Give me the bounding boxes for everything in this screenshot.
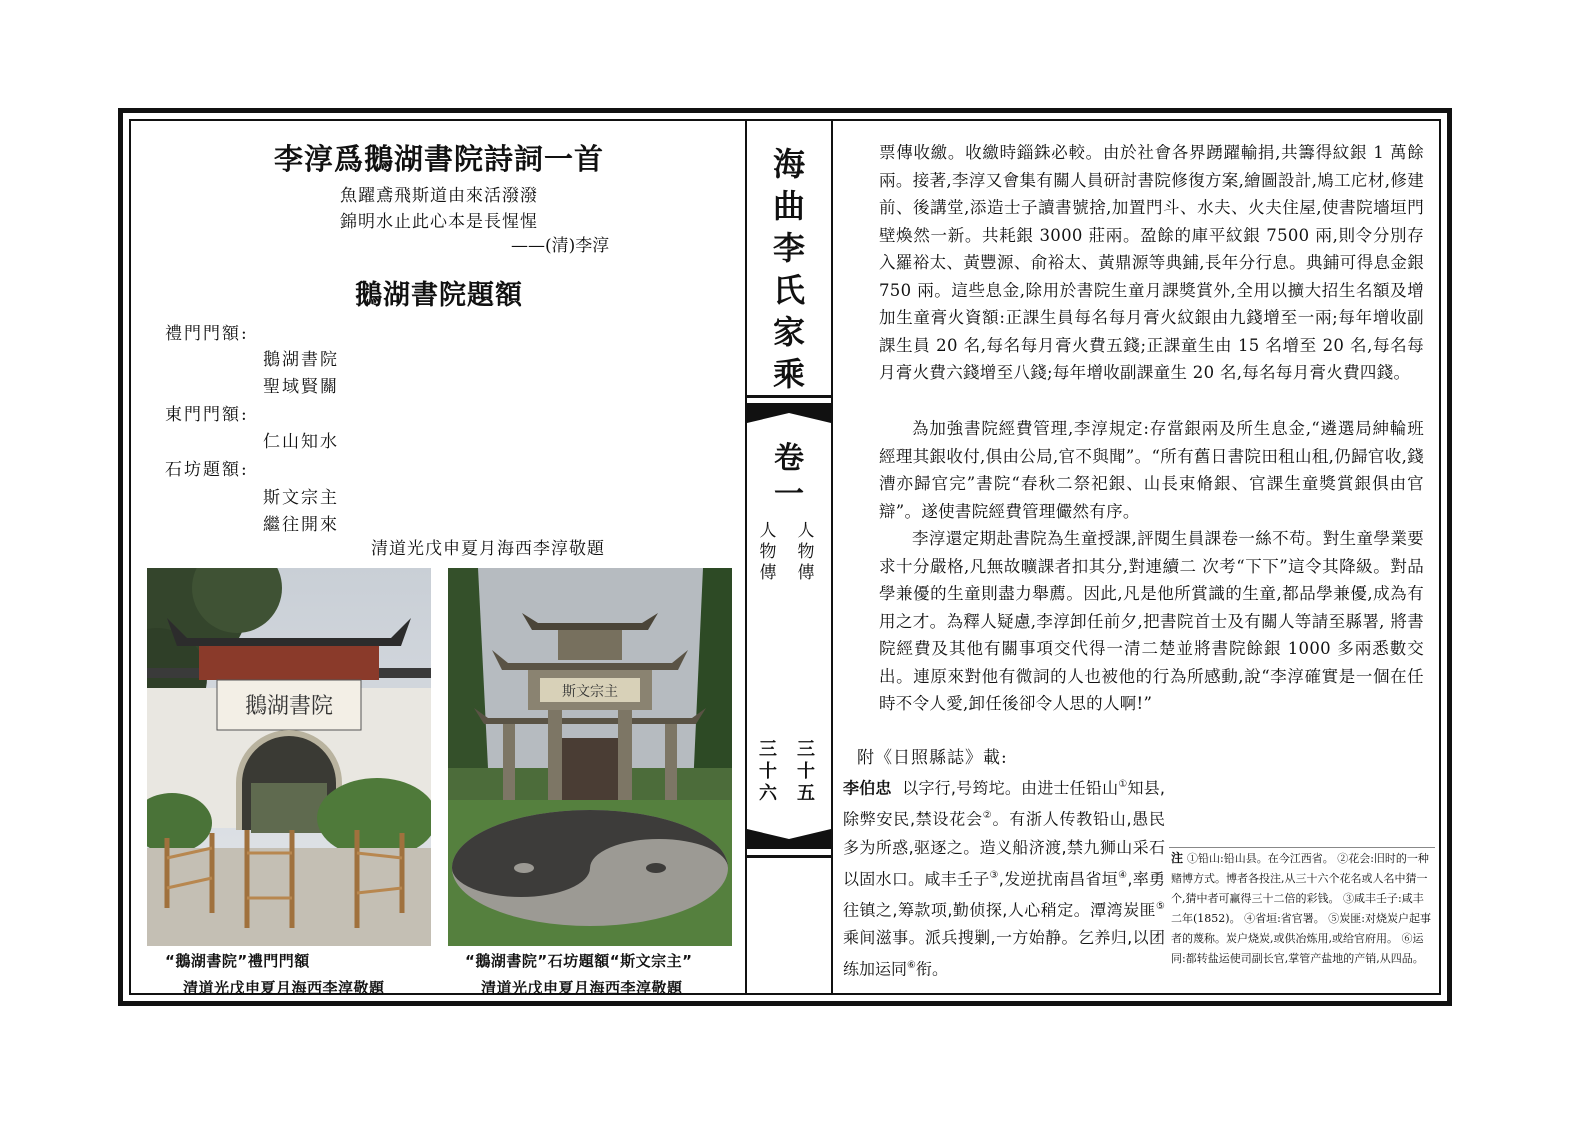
page-number-left-char-2: 十 <box>759 761 777 782</box>
section-left-char-3: 傳 <box>759 563 777 583</box>
gazetteer-text-6: 乘间滋事。派兵搜剿,一方始静。乞养归,以团练加运同 <box>843 928 1165 979</box>
volume-char-1: 卷 <box>774 441 804 476</box>
right-page <box>833 121 1439 993</box>
body-paragraph-1: 票傳收繳。收繳時錙銖必較。由於社會各界踴躍輸捐,共籌得紋銀 1 萬餘兩。接著,李淳又會集有關人員研討書院修復方案,繪圖設計,鳩工庀材,修建前、後講堂,添造士子讀書號捨,加置門斗、水夫、火夫住屋,使書院墻垣門壁煥然一新。共耗銀 3000 莊兩。盈餘的庫平紋銀 7500 兩,則令分別存入羅裕太、黃豐源、俞裕太、黃鼎源等典鋪,長年分行息。典鋪可得息金銀 750 兩。這些息金,除用於書院生童月課獎賞外,全用以擴大招生名額及增加生童膏火資額:正課生員每名每月膏火紋銀由九錢增至一兩;每年增收副課生員 20 名,每名每月膏火費五錢;正課童生由 15 名增至 20 名,每名每月膏火費六錢增至八錢;每年增收副課童生 20 名,每名每月膏火費四錢。 <box>879 143 1424 382</box>
poem-line-1: 魚躍鳶飛斯道由來活潑潑 <box>340 186 538 206</box>
signed-inscription: 清道光戊申夏月海西李淳敬題 <box>371 539 605 559</box>
photo2-caption-2: 清道光戊申夏月海西李淳敬題 <box>481 979 683 997</box>
gate2-label: 東門門額: <box>165 405 249 425</box>
note-ref-5: ⑤ <box>1156 900 1165 912</box>
volume-char-2: 一 <box>774 477 804 512</box>
photo-archway <box>448 568 732 946</box>
spine-title-char-3: 李 <box>772 229 805 267</box>
spine-title-char-6: 乘 <box>772 355 805 393</box>
gazetteer-text-2: 知县,除弊安民,禁设花会 <box>843 778 1166 829</box>
gate1-item-1: 鵝湖書院 <box>263 350 339 370</box>
poem-title: 李淳爲鵝湖書院詩詞一首 <box>273 142 604 176</box>
gazetteer-text-4: ,发逆扰南昌省垣 <box>998 868 1119 888</box>
gazetteer-person-name: 李伯忠 <box>843 778 892 798</box>
plaques-title: 鵝湖書院題額 <box>355 280 523 311</box>
section-right-char-2: 物 <box>797 542 815 562</box>
gate1-label: 禮門門額: <box>165 324 249 344</box>
spine-rule-top <box>747 395 831 398</box>
section-left-char-1: 人 <box>759 521 777 541</box>
spine-title-char-4: 氏 <box>772 271 805 309</box>
page-inner-frame <box>129 119 1441 995</box>
note-ref-1: ① <box>1118 779 1128 790</box>
note-ref-4: ④ <box>1118 869 1128 881</box>
notes-text: ①铅山:铅山县。在今江西省。 ②花会:旧时的一种赌博方式。博者各投注,从三十六个花名或人名中猜一个,猜中者可赢得三十二倍的彩钱。 ③咸丰壬子:咸丰二年(1852)。 ④省垣:省官署。 ⑤炭匪:对烧炭户起事者的蔑称。炭户烧炭,或供冶炼用,或给官府用。 ⑥运同:都转盐运使司副长官,掌管产盐地的产销,从四品。 <box>1171 852 1431 965</box>
note-ref-3: ③ <box>989 869 999 881</box>
note-ref-2: ② <box>982 810 993 822</box>
gazetteer-entry <box>843 771 1165 984</box>
page-number-right-char-3: 五 <box>797 783 815 804</box>
spine-title-char-5: 家 <box>772 313 805 351</box>
photo1-caption-2: 清道光戊申夏月海西李淳敬題 <box>183 979 385 997</box>
notes-mark: 注 <box>1171 851 1184 865</box>
spine-rule-bottom <box>747 855 831 858</box>
page-number-left-char-3: 六 <box>759 783 777 804</box>
left-page <box>131 121 747 997</box>
photo1-plaque-text: 鵝湖書院 <box>244 694 334 719</box>
page-number-left-char-1: 三 <box>759 739 777 760</box>
body-paragraph-3: 李淳還定期赴書院為生童授課,評閱生員課卷一絲不苟。對生童學業要求十分嚴格,凡無故曠課者扣其分,對連續二 次考“下下”這令其降級。對品學兼優的生童則盡力舉薦。因此,凡是他所賞識的生童,都品學兼優,成為有用之才。為釋人疑慮,李淳卸任前夕,把書院首士及有關人等請至縣署, 將書院經費及其他有關事項交代得一清二楚並將書院餘銀 1000 多兩悉數交出。連原來對他有微詞的人也被他的行為所感動,說“李淳確實是一個在任時不令人愛,卸任後卻令人思的人啊!” <box>879 529 1424 713</box>
photo2-plaque-text: 斯文宗主 <box>562 684 618 700</box>
body-paragraph-2: 為加強書院經費管理,李淳規定:存當銀兩及所生息金,“遴選局紳輪班經理其銀收付,俱由公局,官不與聞”。“所有舊日書院田租山租,仍歸官收,錢漕亦歸官完”書院“春秋二祭祀銀、山長束脩銀、官課生童獎賞銀俱由官辯”。遂使書院經費管理儼然有序。 <box>879 419 1424 521</box>
section-right-char-3: 傳 <box>797 563 815 583</box>
note-ref-6: ⑥ <box>907 960 916 972</box>
appendix-heading: 附《日照縣誌》載: <box>857 748 1008 768</box>
poem-line-2: 錦明水止此心本是長惺惺 <box>340 212 538 232</box>
poem-author: ——(清)李淳 <box>511 236 610 256</box>
page-number-right-char-1: 三 <box>797 739 815 760</box>
gazetteer-text-1: 以字行,号筠坨。由进士任铅山 <box>902 778 1119 798</box>
section-right-char-1: 人 <box>797 521 815 541</box>
page-number-right-char-2: 十 <box>797 761 815 782</box>
section-left-char-2: 物 <box>759 542 777 562</box>
photo-gate <box>147 568 431 946</box>
photo1-caption-1: “鵝湖書院”禮門門額 <box>165 952 310 970</box>
gazetteer-text-3: 。有浙人传教铅山,愚民多为所惑,驱逐之。造义船济渡,禁九狮山采石以固水口。咸丰壬子 <box>843 809 1166 888</box>
page-frame <box>118 108 1452 1006</box>
notes-box <box>1169 847 1435 993</box>
gazetteer-text-5: ,率勇往镇之,筹款项,勤侦探,人心稍定。潭湾炭匪 <box>843 868 1165 920</box>
gate2-item-1: 仁山知水 <box>263 432 339 452</box>
gate3-item-2: 繼往開來 <box>263 515 339 535</box>
gazetteer-text-7: 衔。 <box>915 959 948 979</box>
gate1-item-2: 聖域賢關 <box>263 377 339 397</box>
photo2-caption-1: “鵝湖書院”石坊題額“斯文宗主” <box>465 952 693 970</box>
book-spine <box>747 121 831 993</box>
spine-title-char-1: 海 <box>772 145 805 183</box>
spine-title-char-2: 曲 <box>772 187 805 225</box>
gate3-label: 石坊題額: <box>165 460 249 480</box>
gate3-item-1: 斯文宗主 <box>263 488 339 508</box>
